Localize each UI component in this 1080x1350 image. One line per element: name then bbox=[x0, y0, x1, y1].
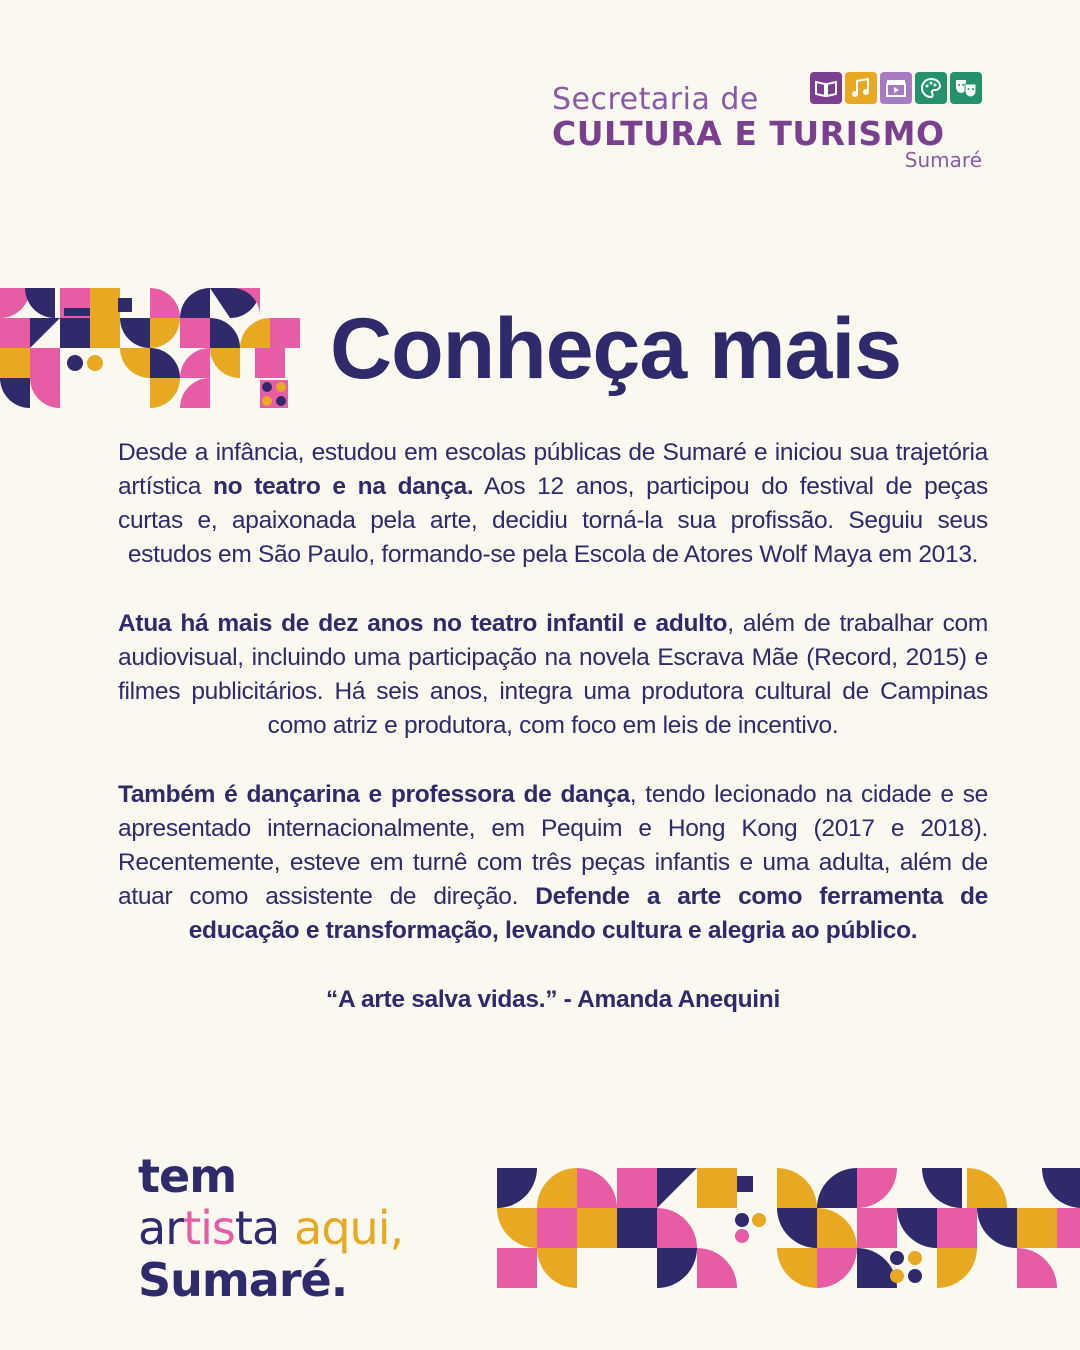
tagline-artista-aqui bbox=[138, 1202, 403, 1254]
quote: “A arte salva vidas.” - Amanda Anequini bbox=[326, 986, 780, 1013]
p2-text: , além de trabalhar com audiovisual, incluindo uma participação na novela Escrava Mãe (Record, 2015) e filmes publicitários. Há seis anos, integra uma produtora cultural de Campinas como atriz e produtora, com foco em leis de incentivo. bbox=[118, 610, 988, 739]
logo-icons bbox=[810, 72, 982, 106]
p2-bold: Atua há mais de dez anos no teatro infantil e adulto bbox=[118, 610, 728, 637]
tagline-tem: tem bbox=[138, 1149, 237, 1203]
film-clapper-icon bbox=[880, 72, 912, 104]
book-icon bbox=[810, 72, 842, 104]
paragraph-2 bbox=[118, 607, 988, 743]
logo-line-sumare: Sumaré bbox=[904, 148, 982, 172]
tagline bbox=[138, 1150, 403, 1306]
page-title: Conheça mais bbox=[330, 301, 902, 397]
p1-bold: no teatro e na dança. bbox=[213, 473, 474, 500]
p3-text: , tendo lecionado na cidade e se apresentado internacionalmente, em Pequim e Hong Kong (2017 e 2018). Recentemente, esteve em turnê com três peças infantis e uma adulta, além de atuar como assistente de direção. bbox=[118, 781, 988, 910]
secretaria-logo bbox=[552, 72, 982, 172]
logo-line-cultura-turismo: CULTURA E TURISMO bbox=[552, 114, 945, 153]
title-geometric-pattern bbox=[0, 288, 300, 410]
music-note-icon bbox=[845, 72, 877, 104]
p1-text-b: Aos 12 anos, participou do festival de peças curtas e, apaixonada pela arte, decidiu torná-la sua profissão. Seguiu seus estudos em São Paulo, formando-se pela Escola de Atores Wolf Maya em 2013. bbox=[118, 473, 988, 568]
bio-text bbox=[118, 436, 988, 1052]
tagline-artista-part-2: tis bbox=[183, 1201, 235, 1255]
palette-icon bbox=[915, 72, 947, 104]
logo-line-secretaria: Secretaria de bbox=[552, 82, 759, 117]
theater-masks-icon bbox=[950, 72, 982, 104]
tagline-sumare: Sumaré. bbox=[138, 1253, 348, 1307]
p1-text-a: Desde a infância, estudou em escolas públicas de Sumaré e iniciou sua trajetória artística bbox=[118, 439, 988, 500]
p3-bold-2: Defende a arte como ferramenta de educação e transformação, levando cultura e alegria ao público. bbox=[188, 883, 988, 944]
paragraph-1 bbox=[118, 436, 988, 572]
footer-geometric-pattern bbox=[497, 1168, 1080, 1290]
paragraph-3 bbox=[118, 778, 988, 948]
p3-bold: Também é dançarina e professora de dança bbox=[118, 781, 630, 808]
tagline-artista-part-1: ar bbox=[138, 1201, 184, 1255]
tagline-artista-part-3: ta bbox=[234, 1201, 280, 1255]
tagline-aqui: aqui, bbox=[294, 1201, 404, 1255]
